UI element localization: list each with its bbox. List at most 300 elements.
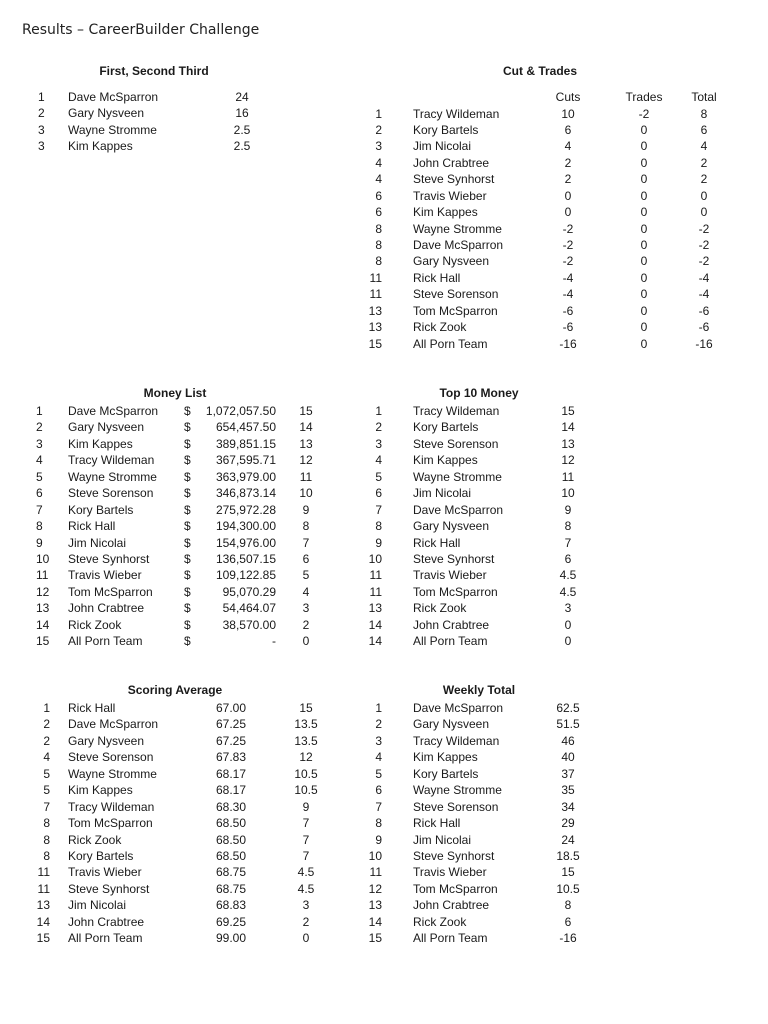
cell-name: Kim Kappes bbox=[413, 453, 478, 468]
cell-rank: 9 bbox=[375, 535, 382, 550]
cell-rank: 3 bbox=[38, 122, 45, 137]
cell-rank: 5 bbox=[43, 783, 50, 798]
cell-total: 0 bbox=[700, 205, 708, 220]
table-row bbox=[0, 237, 768, 253]
cell-rank: 9 bbox=[36, 535, 43, 550]
cell-value: 7 bbox=[564, 535, 572, 550]
cell-trades: 0 bbox=[640, 336, 648, 351]
cell-name: Kory Bartels bbox=[413, 122, 479, 137]
cell-cuts: 10 bbox=[561, 106, 575, 121]
table-row bbox=[0, 766, 768, 782]
cell-rank: 15 bbox=[36, 634, 50, 649]
table-row bbox=[0, 204, 768, 220]
cell-rank: 5 bbox=[43, 766, 50, 781]
cell-name: Gary Nysveen bbox=[68, 106, 145, 121]
cell-value: 9 bbox=[564, 502, 572, 517]
weekly-total-rows bbox=[0, 700, 768, 947]
cell-rank: 13 bbox=[368, 898, 382, 913]
cell-cuts: -2 bbox=[562, 238, 574, 252]
cell-name: Kory Bartels bbox=[68, 502, 134, 517]
cell-rank: 11 bbox=[36, 568, 49, 583]
cell-rank: 11 bbox=[369, 584, 382, 599]
cell-value: 8 bbox=[564, 898, 572, 913]
cell-points: 9 bbox=[302, 502, 310, 517]
table-row bbox=[0, 600, 768, 616]
cell-rank: 8 bbox=[43, 816, 50, 831]
cell-rank: 10 bbox=[36, 551, 50, 566]
table-row bbox=[0, 848, 768, 864]
cell-rank: 8 bbox=[375, 519, 382, 534]
table-row bbox=[0, 567, 768, 583]
cell-rank: 10 bbox=[368, 848, 382, 863]
cell-value: 4.5 bbox=[559, 568, 577, 583]
cell-average: 68.75 bbox=[215, 865, 247, 880]
cell-rank: 1 bbox=[375, 404, 382, 418]
cell-rank: 3 bbox=[36, 436, 43, 451]
cell-name: Wayne Stromme bbox=[68, 469, 157, 484]
cell-rank: 8 bbox=[375, 816, 382, 831]
table-row bbox=[0, 155, 768, 171]
cell-name: Gary Nysveen bbox=[413, 519, 490, 534]
table-row bbox=[0, 89, 384, 105]
cell-points: 11 bbox=[299, 469, 313, 484]
cell-rank: 13 bbox=[368, 303, 382, 318]
cell-name: Steve Synhorst bbox=[413, 172, 495, 187]
document-title: Results – CareerBuilder Challenge bbox=[22, 22, 260, 38]
cell-name: Rick Hall bbox=[413, 270, 461, 285]
cell-rank: 7 bbox=[36, 502, 43, 517]
cell-points: 15 bbox=[299, 701, 313, 715]
cell-name: All Porn Team bbox=[68, 931, 143, 946]
cell-name: Jim Nicolai bbox=[413, 139, 472, 154]
cell-name: John Crabtree bbox=[68, 601, 145, 616]
table-row bbox=[0, 221, 768, 237]
cell-points: 10 bbox=[299, 486, 313, 501]
cell-cuts: -4 bbox=[562, 287, 574, 302]
cell-value: 6 bbox=[564, 914, 572, 929]
cell-name: Steve Synhorst bbox=[413, 848, 495, 863]
cell-rank: 7 bbox=[43, 799, 50, 814]
cell-amount: - bbox=[272, 634, 276, 649]
cell-total: 8 bbox=[700, 106, 708, 121]
cell-currency: $ bbox=[184, 568, 191, 583]
cell-rank: 10 bbox=[368, 551, 382, 566]
cell-value: 12 bbox=[561, 453, 575, 468]
cell-rank: 8 bbox=[43, 848, 50, 863]
cell-rank: 8 bbox=[375, 254, 382, 269]
cell-total: 2 bbox=[700, 155, 708, 170]
cell-trades: 0 bbox=[640, 188, 648, 203]
cell-currency: $ bbox=[184, 535, 191, 550]
table-row bbox=[0, 584, 768, 600]
cell-name: Rick Hall bbox=[413, 535, 461, 550]
cell-rank: 13 bbox=[36, 601, 50, 616]
cell-trades: -2 bbox=[638, 106, 650, 121]
cell-rank: 13 bbox=[36, 898, 50, 913]
cell-rank: 1 bbox=[36, 404, 43, 418]
cell-rank: 15 bbox=[368, 931, 382, 946]
table-row bbox=[0, 171, 768, 187]
cell-rank: 5 bbox=[375, 766, 382, 781]
cell-total: -2 bbox=[698, 254, 710, 269]
cell-name: John Crabtree bbox=[68, 914, 145, 929]
table-row bbox=[0, 502, 768, 518]
cell-rank: 8 bbox=[36, 519, 43, 534]
cell-total: -6 bbox=[698, 303, 710, 318]
cell-cuts: -2 bbox=[562, 221, 574, 236]
cell-currency: $ bbox=[184, 519, 191, 534]
cell-name: Travis Wieber bbox=[413, 188, 487, 203]
cell-points: 12 bbox=[299, 750, 313, 765]
cell-name: Kim Kappes bbox=[413, 205, 478, 220]
table-row bbox=[0, 336, 768, 352]
cell-total: -4 bbox=[698, 287, 710, 302]
cell-value: 24 bbox=[235, 90, 249, 104]
cell-value: 62.5 bbox=[556, 701, 580, 715]
cell-name: Dave McSparron bbox=[68, 717, 159, 732]
cell-points: 13.5 bbox=[294, 733, 318, 748]
cell-points: 15 bbox=[299, 404, 313, 418]
cell-name: Steve Synhorst bbox=[68, 551, 150, 566]
cell-average: 67.00 bbox=[215, 701, 247, 715]
cell-name: Gary Nysveen bbox=[413, 254, 490, 269]
table-row bbox=[0, 419, 768, 435]
cell-name: Tracy Wildeman bbox=[413, 733, 500, 748]
cell-amount: 367,595.71 bbox=[215, 453, 276, 468]
cell-name: Rick Hall bbox=[68, 519, 116, 534]
cell-value: 15 bbox=[561, 404, 575, 418]
cell-cuts: 2 bbox=[564, 155, 572, 170]
cell-value: 8 bbox=[564, 519, 572, 534]
cell-name: Tracy Wildeman bbox=[413, 106, 500, 121]
cell-average: 68.75 bbox=[215, 881, 247, 896]
cell-name: Rick Hall bbox=[68, 701, 116, 715]
cell-currency: $ bbox=[184, 436, 191, 451]
cell-points: 4.5 bbox=[297, 865, 315, 880]
cell-average: 68.50 bbox=[215, 816, 247, 831]
cell-rank: 8 bbox=[43, 832, 50, 847]
cell-amount: 136,507.15 bbox=[215, 551, 276, 566]
cell-value: 51.5 bbox=[556, 717, 580, 732]
cell-rank: 2 bbox=[36, 420, 43, 435]
cell-name: Rick Zook bbox=[413, 320, 467, 335]
table-row bbox=[0, 551, 768, 567]
table-row bbox=[0, 319, 768, 335]
cell-cuts: 0 bbox=[564, 205, 572, 220]
cell-name: Steve Sorenson bbox=[413, 799, 499, 814]
cell-trades: 0 bbox=[640, 287, 648, 302]
cell-value: 24 bbox=[561, 832, 575, 847]
cell-rank: 15 bbox=[368, 336, 382, 351]
cell-trades: 0 bbox=[640, 139, 648, 154]
table-row bbox=[0, 633, 768, 649]
cell-value: 16 bbox=[235, 106, 249, 121]
table-row bbox=[0, 782, 768, 798]
cell-rank: 4 bbox=[375, 453, 382, 468]
cell-value: 34 bbox=[561, 799, 575, 814]
cell-value: 35 bbox=[561, 783, 575, 798]
cell-points: 13.5 bbox=[294, 717, 318, 732]
cell-cuts: 6 bbox=[564, 122, 572, 137]
cell-points: 3 bbox=[302, 601, 310, 616]
cell-rank: 15 bbox=[36, 931, 50, 946]
cell-points: 7 bbox=[302, 535, 310, 550]
table-row bbox=[0, 270, 768, 286]
cell-rank: 2 bbox=[375, 420, 382, 435]
cell-name: Tom McSparron bbox=[413, 303, 498, 318]
cell-name: Steve Synhorst bbox=[68, 881, 150, 896]
table-row bbox=[0, 106, 768, 122]
cell-currency: $ bbox=[184, 469, 191, 484]
cell-amount: 275,972.28 bbox=[215, 502, 276, 517]
cell-currency: $ bbox=[184, 502, 191, 517]
table-row bbox=[0, 253, 768, 269]
cell-rank: 8 bbox=[375, 221, 382, 236]
cell-total: -2 bbox=[698, 238, 710, 252]
cell-rank: 6 bbox=[375, 188, 382, 203]
cell-points: 7 bbox=[302, 832, 310, 847]
cell-points: 2 bbox=[302, 617, 310, 632]
table-row bbox=[0, 733, 768, 749]
cell-name: Kim Kappes bbox=[68, 783, 133, 798]
cell-name: Tracy Wildeman bbox=[413, 404, 500, 418]
cell-value: 29 bbox=[561, 816, 575, 831]
cell-points: 2 bbox=[302, 914, 310, 929]
weekly-total-title: Weekly Total bbox=[442, 683, 516, 697]
cell-trades: 0 bbox=[640, 238, 648, 252]
cell-points: 9 bbox=[302, 799, 310, 814]
cell-amount: 154,976.00 bbox=[215, 535, 276, 550]
cell-average: 68.17 bbox=[215, 783, 247, 798]
cell-rank: 1 bbox=[375, 701, 382, 715]
cell-trades: 0 bbox=[640, 205, 648, 220]
cell-rank: 4 bbox=[43, 750, 50, 765]
cell-name: Tom McSparron bbox=[68, 816, 153, 831]
cell-name: Steve Sorenson bbox=[68, 750, 154, 765]
cell-value: 0 bbox=[564, 617, 572, 632]
cell-rank: 14 bbox=[36, 617, 50, 632]
top10-money-title: Top 10 Money bbox=[439, 386, 519, 400]
cell-total: 6 bbox=[700, 122, 708, 137]
cell-rank: 3 bbox=[38, 139, 45, 154]
cell-name: John Crabtree bbox=[413, 898, 490, 913]
cell-cuts: -16 bbox=[559, 336, 577, 351]
cell-trades: 0 bbox=[640, 122, 648, 137]
cell-name: Wayne Stromme bbox=[68, 122, 157, 137]
cell-average: 68.17 bbox=[215, 766, 247, 781]
cell-rank: 2 bbox=[43, 717, 50, 732]
cell-name: Kory Bartels bbox=[68, 848, 134, 863]
cell-amount: 194,300.00 bbox=[215, 519, 276, 534]
cell-points: 4.5 bbox=[297, 881, 315, 896]
cell-total: 4 bbox=[700, 139, 708, 154]
cell-name: Travis Wieber bbox=[68, 865, 142, 880]
table-row bbox=[0, 188, 768, 204]
cell-rank: 7 bbox=[375, 799, 382, 814]
table-row bbox=[0, 832, 768, 848]
cell-rank: 14 bbox=[368, 914, 382, 929]
cell-rank: 6 bbox=[375, 783, 382, 798]
cell-name: Rick Zook bbox=[68, 832, 122, 847]
cell-name: Jim Nicolai bbox=[68, 535, 127, 550]
cell-trades: 0 bbox=[640, 270, 648, 285]
cell-value: 11 bbox=[561, 469, 575, 484]
cell-rank: 8 bbox=[375, 238, 382, 252]
cell-rank: 12 bbox=[368, 881, 382, 896]
table-row bbox=[0, 716, 768, 732]
cell-name: Wayne Stromme bbox=[413, 221, 502, 236]
cell-amount: 38,570.00 bbox=[222, 617, 276, 632]
cell-rank: 3 bbox=[375, 436, 382, 451]
cell-name: Wayne Stromme bbox=[68, 766, 157, 781]
cell-name: Dave McSparron bbox=[413, 238, 504, 252]
cell-trades: 0 bbox=[640, 254, 648, 269]
cell-cuts: -2 bbox=[562, 254, 574, 269]
cut-trades-rows bbox=[0, 106, 768, 353]
cell-average: 67.25 bbox=[215, 717, 247, 732]
cell-total: -16 bbox=[695, 336, 713, 351]
table-row bbox=[0, 303, 768, 319]
cell-name: Wayne Stromme bbox=[413, 469, 502, 484]
cell-points: 10.5 bbox=[294, 783, 318, 798]
cell-rank: 11 bbox=[369, 287, 382, 302]
cell-average: 99.00 bbox=[215, 931, 247, 946]
cell-name: Travis Wieber bbox=[413, 568, 487, 583]
cell-currency: $ bbox=[184, 584, 191, 599]
cell-rank: 2 bbox=[375, 122, 382, 137]
cell-rank: 13 bbox=[368, 320, 382, 335]
cell-name: Dave McSparron bbox=[68, 404, 159, 418]
cell-rank: 1 bbox=[43, 701, 50, 715]
cell-name: Rick Zook bbox=[413, 914, 467, 929]
cell-amount: 95,070.29 bbox=[222, 584, 276, 599]
cell-rank: 2 bbox=[375, 717, 382, 732]
cut-trades-title: Cut & Trades bbox=[502, 64, 578, 78]
cell-rank: 1 bbox=[38, 90, 45, 104]
cell-points: 3 bbox=[302, 898, 310, 913]
cell-points: 12 bbox=[299, 453, 313, 468]
cell-value: -16 bbox=[559, 931, 577, 946]
cell-amount: 346,873.14 bbox=[215, 486, 276, 501]
money-list-title: Money List bbox=[143, 386, 207, 400]
cell-value: 10.5 bbox=[556, 881, 580, 896]
cell-rank: 4 bbox=[375, 155, 382, 170]
cell-points: 10.5 bbox=[294, 766, 318, 781]
cell-name: Kory Bartels bbox=[413, 766, 479, 781]
cell-points: 7 bbox=[302, 848, 310, 863]
cell-rank: 5 bbox=[36, 469, 43, 484]
cell-rank: 5 bbox=[375, 469, 382, 484]
cell-points: 8 bbox=[302, 519, 310, 534]
cell-rank: 12 bbox=[36, 584, 50, 599]
cell-value: 2.5 bbox=[233, 122, 251, 137]
cell-rank: 2 bbox=[43, 733, 50, 748]
cell-currency: $ bbox=[184, 453, 191, 468]
cell-name: Rick Zook bbox=[413, 601, 467, 616]
cell-rank: 4 bbox=[375, 750, 382, 765]
table-row bbox=[0, 864, 768, 880]
cell-rank: 3 bbox=[375, 733, 382, 748]
cell-name: All Porn Team bbox=[413, 931, 488, 946]
cell-points: 14 bbox=[299, 420, 313, 435]
cell-name: Rick Hall bbox=[413, 816, 461, 831]
cell-value: 4.5 bbox=[559, 584, 577, 599]
cell-average: 68.50 bbox=[215, 848, 247, 863]
cell-name: All Porn Team bbox=[68, 634, 143, 649]
cell-name: Jim Nicolai bbox=[413, 486, 472, 501]
cell-total: 0 bbox=[700, 188, 708, 203]
cell-trades: 0 bbox=[640, 155, 648, 170]
cell-rank: 1 bbox=[375, 106, 382, 121]
cell-name: All Porn Team bbox=[413, 336, 488, 351]
cell-points: 6 bbox=[302, 551, 310, 566]
cell-rank: 9 bbox=[375, 832, 382, 847]
table-row bbox=[0, 930, 768, 946]
cell-rank: 6 bbox=[36, 486, 43, 501]
cell-value: 18.5 bbox=[556, 848, 580, 863]
cuts-header: Cuts bbox=[555, 90, 581, 104]
table-row bbox=[0, 122, 768, 138]
cell-average: 68.30 bbox=[215, 799, 247, 814]
cell-points: 0 bbox=[302, 931, 310, 946]
cell-rank: 4 bbox=[375, 172, 382, 187]
cell-amount: 654,457.50 bbox=[215, 420, 276, 435]
cell-currency: $ bbox=[184, 404, 191, 418]
cell-rank: 4 bbox=[36, 453, 43, 468]
trades-header: Trades bbox=[625, 90, 663, 104]
table-row bbox=[0, 914, 768, 930]
cell-name: Dave McSparron bbox=[68, 90, 159, 104]
cell-rank: 11 bbox=[37, 865, 50, 880]
table-row bbox=[0, 518, 768, 534]
cell-name: Steve Sorenson bbox=[413, 287, 499, 302]
cell-trades: 0 bbox=[640, 172, 648, 187]
cell-rank: 11 bbox=[369, 865, 382, 880]
cell-total: -2 bbox=[698, 221, 710, 236]
cell-rank: 2 bbox=[38, 106, 45, 121]
top10-money-rows bbox=[0, 403, 768, 650]
cell-value: 15 bbox=[561, 865, 575, 880]
cell-name: Jim Nicolai bbox=[413, 832, 472, 847]
cell-name: John Crabtree bbox=[413, 617, 490, 632]
cell-currency: $ bbox=[184, 551, 191, 566]
table-row bbox=[0, 452, 768, 468]
cell-name: All Porn Team bbox=[413, 634, 488, 649]
table-row bbox=[0, 815, 768, 831]
cell-name: Gary Nysveen bbox=[68, 733, 145, 748]
cell-name: Tom McSparron bbox=[413, 584, 498, 599]
cell-value: 10 bbox=[561, 486, 575, 501]
cell-name: Dave McSparron bbox=[413, 502, 504, 517]
cell-name: Dave McSparron bbox=[413, 701, 504, 715]
cell-value: 2.5 bbox=[233, 139, 251, 154]
cell-rank: 14 bbox=[368, 634, 382, 649]
cell-cuts: -6 bbox=[562, 303, 574, 318]
table-row bbox=[0, 286, 768, 302]
cell-rank: 13 bbox=[368, 601, 382, 616]
cell-amount: 109,122.85 bbox=[215, 568, 276, 583]
cell-average: 67.25 bbox=[215, 733, 247, 748]
cell-name: Tom McSparron bbox=[68, 584, 153, 599]
table-row bbox=[0, 403, 768, 419]
cell-points: 5 bbox=[302, 568, 310, 583]
cell-total: 2 bbox=[700, 172, 708, 187]
cell-amount: 363,979.00 bbox=[215, 469, 276, 484]
table-row bbox=[0, 436, 768, 452]
cell-rank: 11 bbox=[369, 270, 382, 285]
table-row bbox=[0, 897, 768, 913]
table-row bbox=[0, 485, 768, 501]
